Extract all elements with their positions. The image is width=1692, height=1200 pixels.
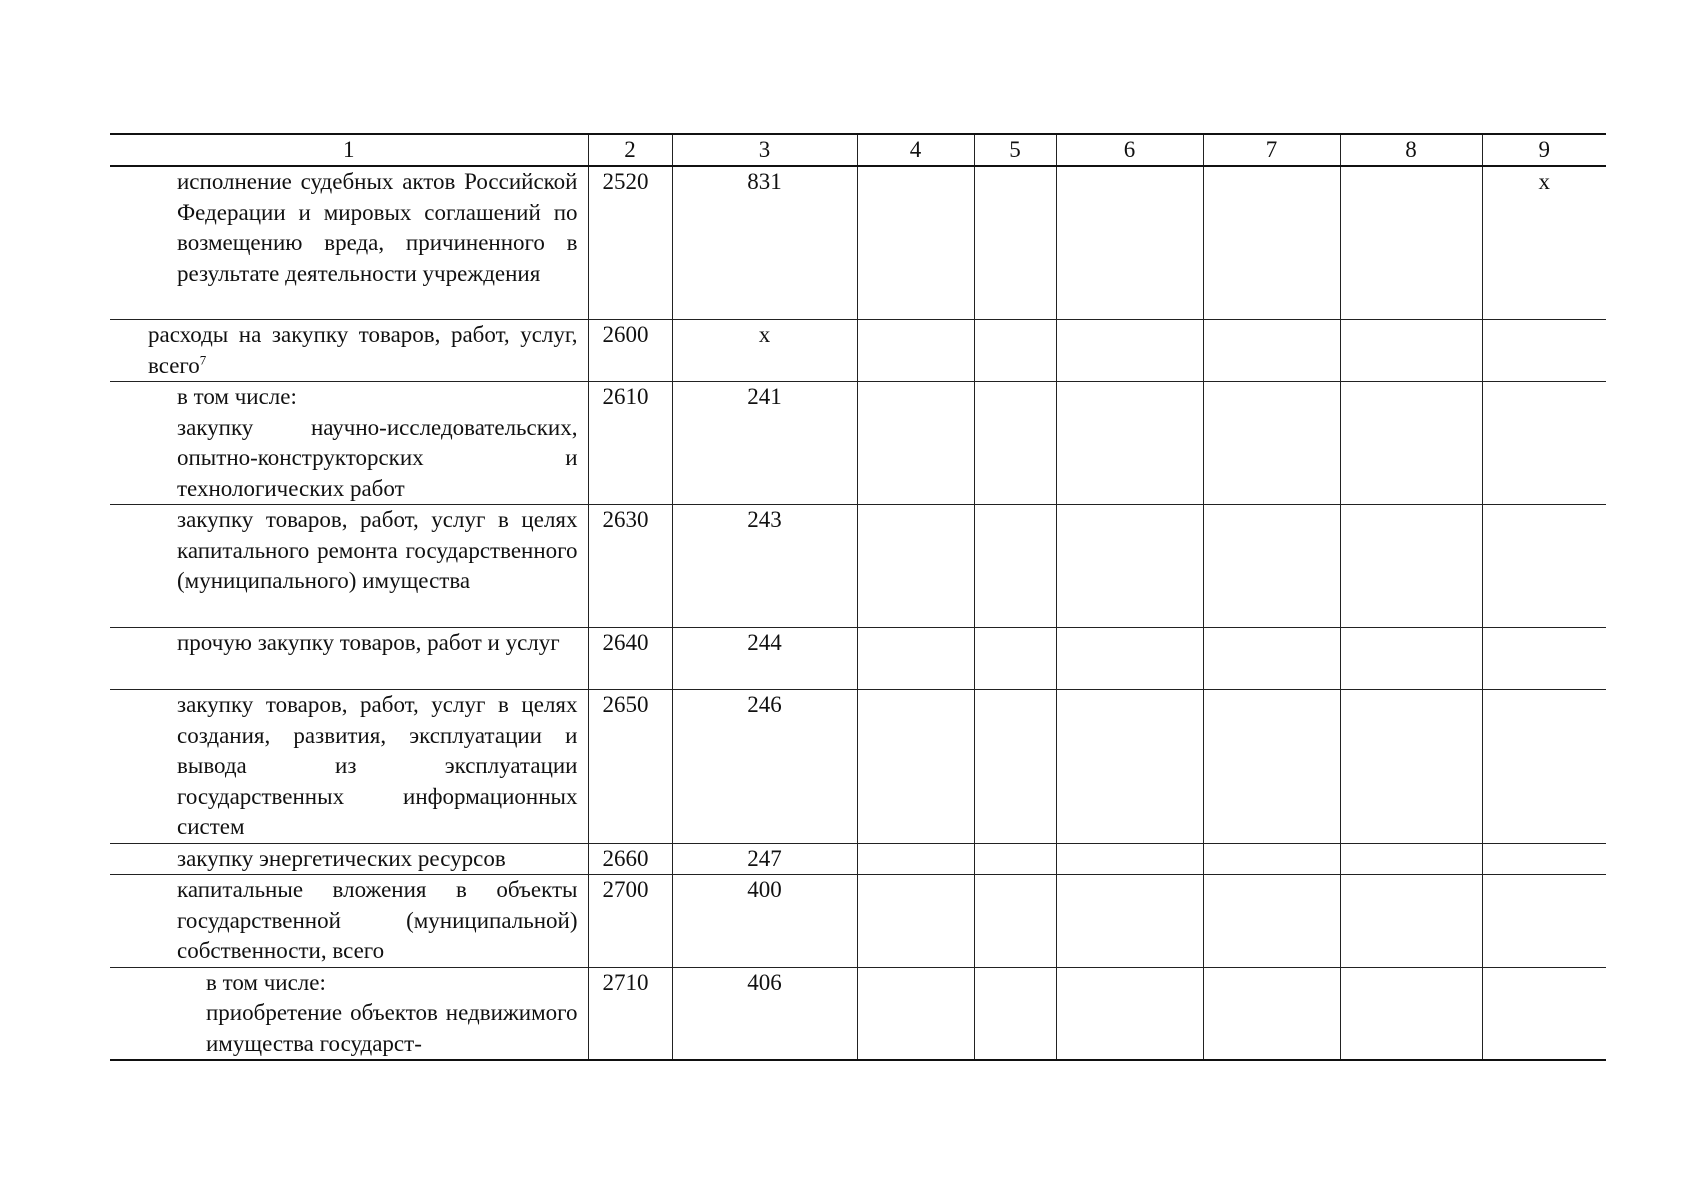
header-cell: 8 <box>1340 134 1482 166</box>
header-cell: 1 <box>110 134 588 166</box>
table-row <box>110 382 1606 505</box>
table-row <box>110 166 1606 320</box>
table-header-row <box>110 134 1606 166</box>
empty-cell <box>974 843 1056 875</box>
row-code: 2700 <box>588 875 672 968</box>
row-kbk: 406 <box>672 967 857 1060</box>
header-cell: 4 <box>857 134 974 166</box>
row-col9 <box>1482 690 1606 844</box>
row-col9 <box>1482 505 1606 628</box>
header-cell: 9 <box>1482 134 1606 166</box>
row-name: закупку энергетических ресурсов <box>177 845 506 871</box>
empty-cell <box>1056 166 1203 320</box>
empty-cell <box>1203 843 1340 875</box>
empty-cell <box>1203 875 1340 968</box>
row-name: исполнение судебных актов Российской Федерации и мировых соглашений по возмещению вреда, причиненного в результате деятельности учреждения <box>177 169 578 286</box>
row-code: 2610 <box>588 382 672 505</box>
empty-cell <box>1340 967 1482 1060</box>
row-name-cell <box>110 843 588 875</box>
empty-cell <box>1056 875 1203 968</box>
row-name: капитальные вложения в объекты государственной (муниципальной) собственности, всего <box>177 877 578 963</box>
empty-cell <box>1203 166 1340 320</box>
empty-cell <box>1203 382 1340 505</box>
row-name-cell <box>110 505 588 628</box>
table-row <box>110 875 1606 968</box>
empty-cell <box>857 875 974 968</box>
budget-table <box>110 133 1606 1061</box>
row-col9 <box>1482 628 1606 690</box>
table-row <box>110 628 1606 690</box>
row-code: 2640 <box>588 628 672 690</box>
row-name-cell <box>110 628 588 690</box>
row-kbk: 246 <box>672 690 857 844</box>
row-col9 <box>1482 967 1606 1060</box>
empty-cell <box>857 628 974 690</box>
row-col9 <box>1482 320 1606 382</box>
empty-cell <box>1056 843 1203 875</box>
row-code: 2630 <box>588 505 672 628</box>
empty-cell <box>974 875 1056 968</box>
empty-cell <box>974 320 1056 382</box>
empty-cell <box>1203 967 1340 1060</box>
row-kbk: 244 <box>672 628 857 690</box>
row-kbk: 831 <box>672 166 857 320</box>
empty-cell <box>974 505 1056 628</box>
empty-cell <box>857 843 974 875</box>
empty-cell <box>857 320 974 382</box>
row-code: 2660 <box>588 843 672 875</box>
empty-cell <box>974 690 1056 844</box>
empty-cell <box>1056 505 1203 628</box>
header-cell: 6 <box>1056 134 1203 166</box>
header-cell: 3 <box>672 134 857 166</box>
row-name-cell <box>110 967 588 1060</box>
empty-cell <box>974 628 1056 690</box>
row-col9 <box>1482 382 1606 505</box>
empty-cell <box>1203 505 1340 628</box>
row-code: 2520 <box>588 166 672 320</box>
row-name: закупку товаров, работ, услуг в целях создания, развития, эксплуатации и вывода из эксплуатации государственных информационных систем <box>177 692 578 839</box>
empty-cell <box>1340 690 1482 844</box>
empty-cell <box>1340 166 1482 320</box>
row-kbk: х <box>672 320 857 382</box>
row-name: прочую закупку товаров, работ и услуг <box>177 630 560 655</box>
empty-cell <box>1056 320 1203 382</box>
row-name-cell <box>110 320 588 382</box>
empty-cell <box>1340 505 1482 628</box>
empty-cell <box>1340 628 1482 690</box>
empty-cell <box>974 166 1056 320</box>
row-kbk: 243 <box>672 505 857 628</box>
row-code: 2710 <box>588 967 672 1060</box>
row-name-cell <box>110 382 588 505</box>
empty-cell <box>1203 690 1340 844</box>
empty-cell <box>1056 967 1203 1060</box>
row-name-cell <box>110 166 588 320</box>
row-name-cell <box>110 875 588 968</box>
row-kbk: 247 <box>672 843 857 875</box>
footnote-marker: 7 <box>199 351 207 367</box>
row-col9: х <box>1482 166 1606 320</box>
row-name: закупку научно-исследовательских, опытно-конструкторских и технологических работ <box>177 414 578 501</box>
empty-cell <box>1340 382 1482 505</box>
row-name-prefix: в том числе: <box>206 969 326 995</box>
table-row <box>110 967 1606 1060</box>
row-col9 <box>1482 843 1606 875</box>
empty-cell <box>974 382 1056 505</box>
row-name: закупку товаров, работ, услуг в целях капитального ремонта государственного (муниципального) имущества <box>177 507 578 593</box>
row-name: приобретение объектов недвижимого имущества государст- <box>206 1000 578 1056</box>
row-code: 2650 <box>588 690 672 844</box>
row-name-prefix: в том числе: <box>177 384 297 409</box>
empty-cell <box>857 967 974 1060</box>
row-name: расходы на закупку товаров, работ, услуг, всего <box>148 322 578 378</box>
empty-cell <box>1056 690 1203 844</box>
empty-cell <box>974 967 1056 1060</box>
row-kbk: 400 <box>672 875 857 968</box>
header-cell: 2 <box>588 134 672 166</box>
header-cell: 5 <box>974 134 1056 166</box>
table-row <box>110 843 1606 875</box>
table-row <box>110 690 1606 844</box>
row-name-cell <box>110 690 588 844</box>
empty-cell <box>857 166 974 320</box>
empty-cell <box>1203 320 1340 382</box>
row-col9 <box>1482 875 1606 968</box>
empty-cell <box>857 690 974 844</box>
row-kbk: 241 <box>672 382 857 505</box>
empty-cell <box>1340 320 1482 382</box>
empty-cell <box>1203 628 1340 690</box>
empty-cell <box>857 505 974 628</box>
empty-cell <box>857 382 974 505</box>
empty-cell <box>1340 843 1482 875</box>
empty-cell <box>1056 382 1203 505</box>
table-row <box>110 320 1606 382</box>
table-row <box>110 505 1606 628</box>
empty-cell <box>1056 628 1203 690</box>
header-cell: 7 <box>1203 134 1340 166</box>
empty-cell <box>1340 875 1482 968</box>
row-code: 2600 <box>588 320 672 382</box>
